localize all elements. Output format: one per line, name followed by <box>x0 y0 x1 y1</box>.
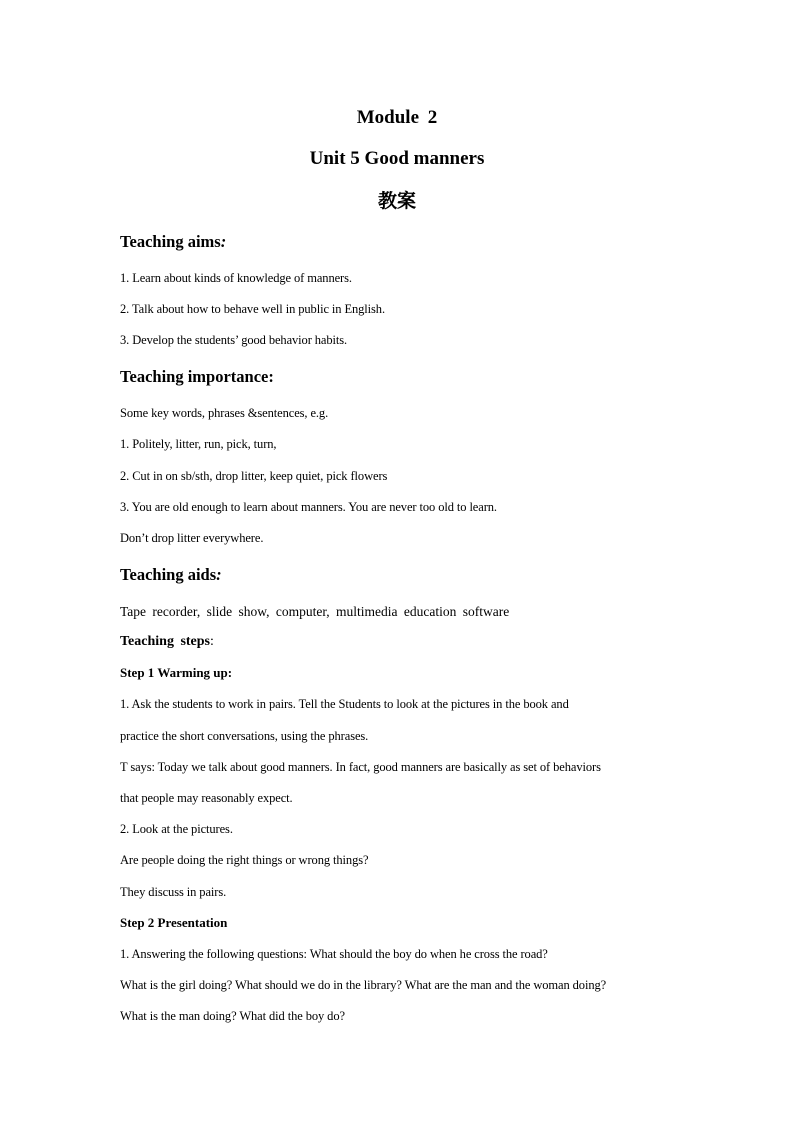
importance-item-1: Some key words, phrases &sentences, e.g. <box>120 406 329 420</box>
aims-item-1: 1. Learn about kinds of knowledge of manners. <box>120 271 352 285</box>
importance-item-5: Don’t drop litter everywhere. <box>120 531 264 545</box>
aids-text: Tape recorder, slide show, computer, multimedia education software <box>120 604 510 619</box>
module-title: Module 2 <box>356 107 438 128</box>
aims-heading <box>120 232 226 252</box>
importance-item-4: 3. You are old enough to learn about manners. You are never too old to learn. <box>120 500 497 514</box>
importance-heading: Teaching importance: <box>120 367 274 386</box>
step1-line-7: They discuss in pairs. <box>120 885 227 899</box>
step1-line-3: T says: Today we talk about good manners. In fact, good manners are basically as set of behaviors <box>120 760 601 774</box>
unit-title: Unit 5 Good manners <box>309 148 485 169</box>
step2-heading: Step 2 Presentation <box>120 915 228 930</box>
step1-line-4: that people may reasonably expect. <box>120 791 293 805</box>
aims-heading-text: Teaching aims <box>120 232 221 251</box>
importance-item-3: 2. Cut in on sb/sth, drop litter, keep quiet, pick flowers <box>120 469 388 483</box>
step2-line-2: What is the girl doing? What should we do in the library? What are the man and the woman doing? <box>120 978 607 992</box>
step2-line-3: What is the man doing? What did the boy do? <box>120 1009 345 1023</box>
steps-label <box>120 634 214 650</box>
step1-line-2: practice the short conversations, using the phrases. <box>120 729 369 743</box>
step2-line-1: 1. Answering the following questions: What should the boy do when he cross the road? <box>120 947 548 961</box>
step1-heading: Step 1 Warming up: <box>120 665 233 680</box>
step1-line-6: Are people doing the right things or wrong things? <box>120 853 369 867</box>
importance-item-2: 1. Politely, litter, run, pick, turn, <box>120 437 277 451</box>
aims-item-2: 2. Talk about how to behave well in public in English. <box>120 302 385 316</box>
aids-heading-text: Teaching aids <box>120 565 217 584</box>
aims-item-3: 3. Develop the students’ good behavior habits. <box>120 333 348 347</box>
step1-line-5: 2. Look at the pictures. <box>120 822 233 836</box>
steps-label-text: Teaching steps <box>120 634 211 649</box>
aims-heading-colon: : <box>220 232 227 251</box>
steps-label-colon: : <box>210 634 214 649</box>
aids-heading-colon: : <box>216 565 222 584</box>
step1-line-1: 1. Ask the students to work in pairs. Tell the Students to look at the pictures in the book and <box>120 697 569 711</box>
aids-heading <box>120 565 222 585</box>
lesson-plan-subtitle: 教案 <box>377 190 416 212</box>
